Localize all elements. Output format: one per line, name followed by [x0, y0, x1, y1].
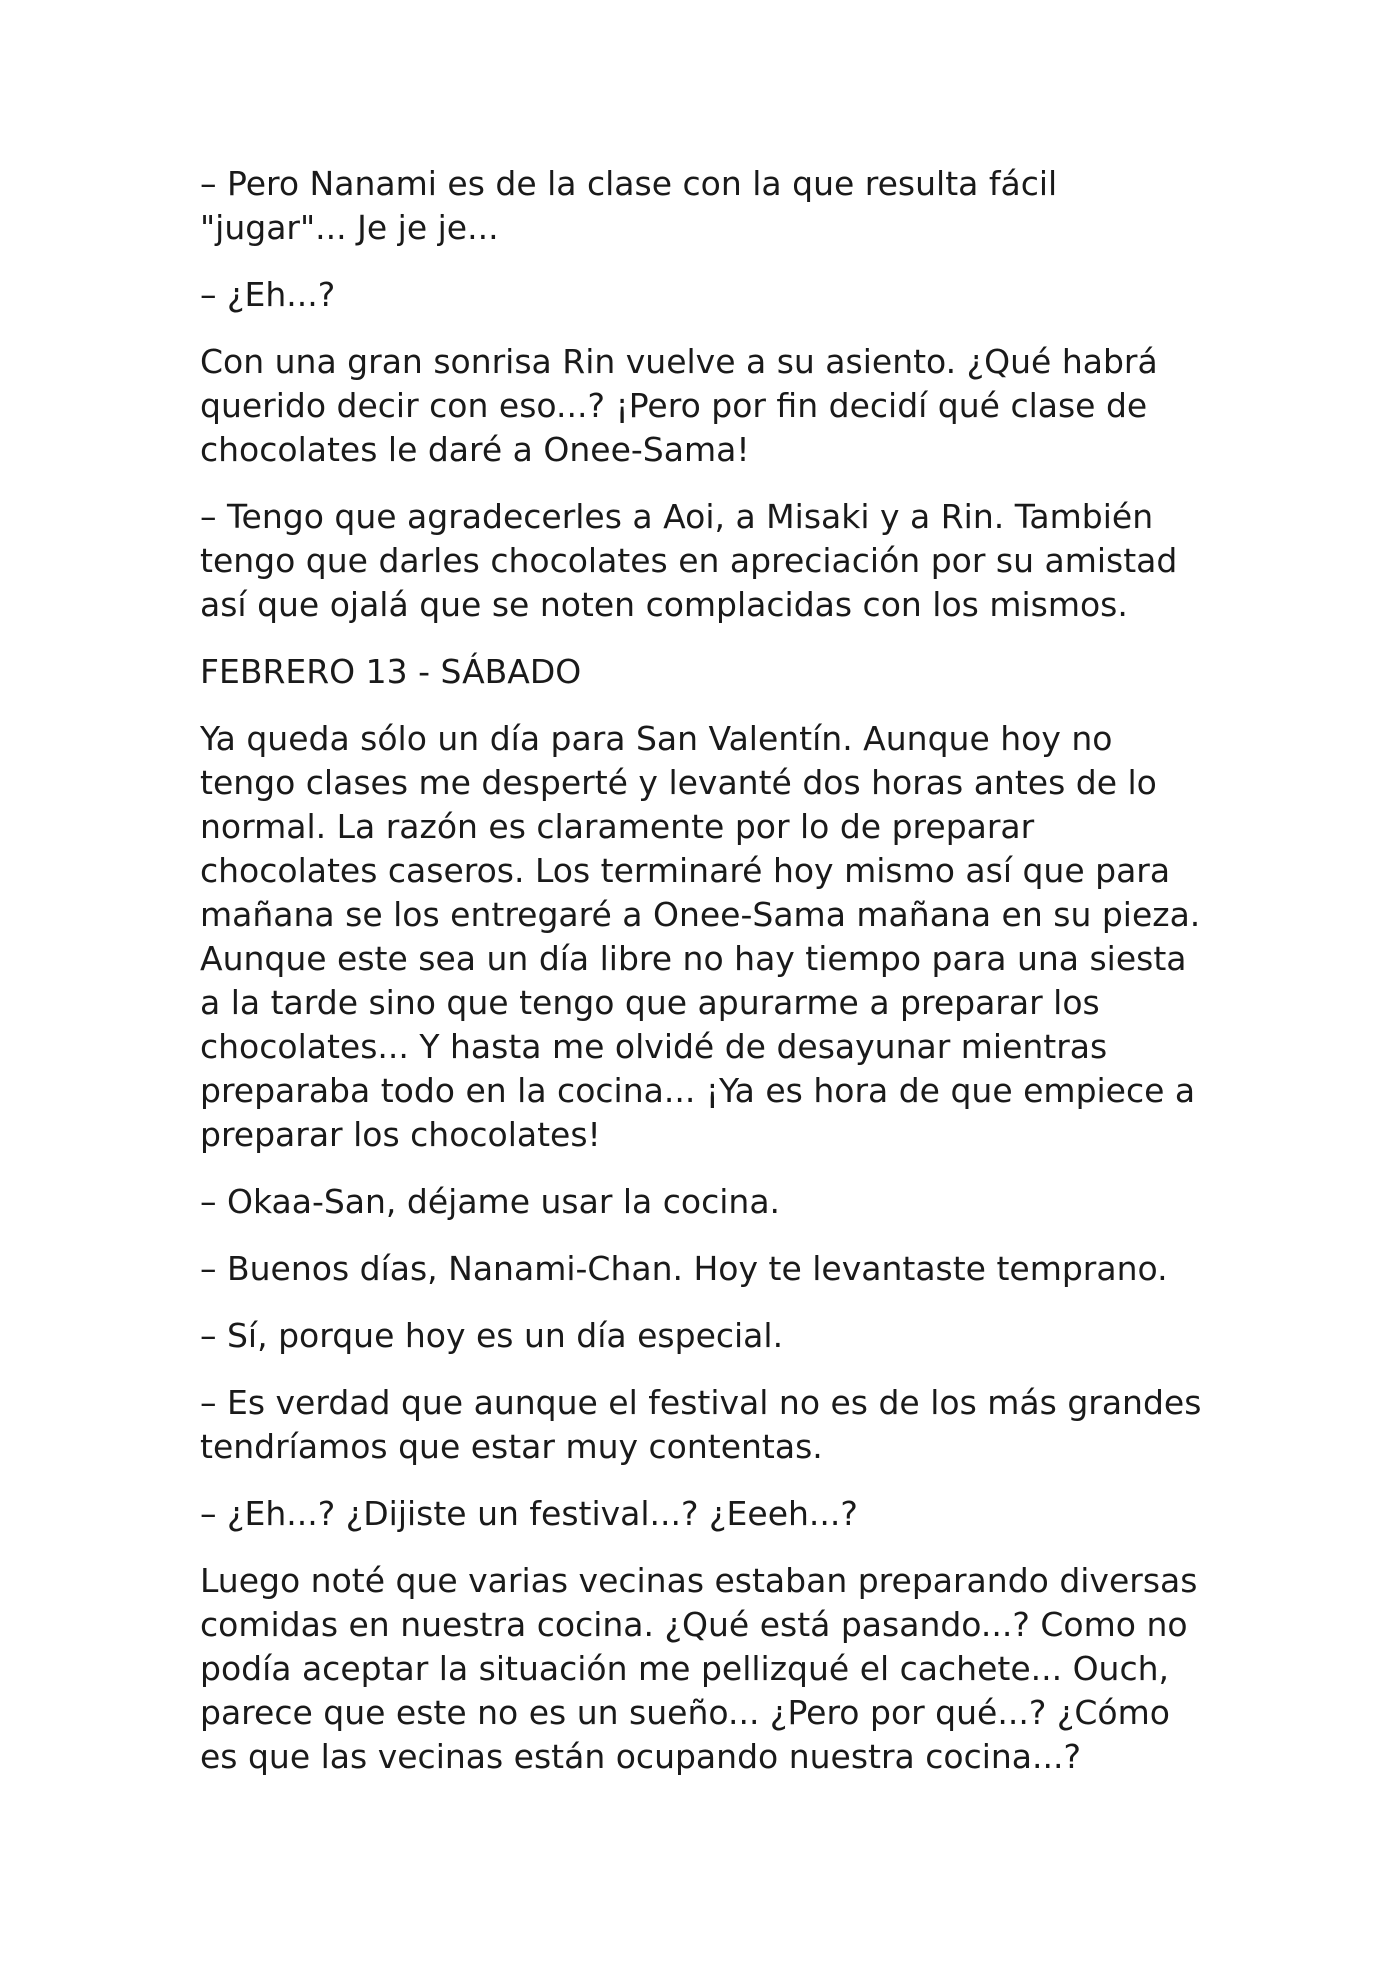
- date-heading: FEBRERO 13 - SÁBADO: [200, 652, 582, 691]
- dialogue-paragraph: – Tengo que agradecerles a Aoi, a Misaki y a Rin. También tengo que darles chocolates en apreciación por su amistad así que ojalá que se noten complacidas con los mismos.: [200, 497, 1178, 624]
- narration-paragraph: Ya queda sólo un día para San Valentín. Aunque hoy no tengo clases me desperté y levanté dos horas antes de lo normal. La razón es claramente por lo de preparar chocolates caseros. Los terminaré hoy mismo así que para mañana se los entregaré a Onee-Sama mañana en su pieza. Aunque este sea un día libre no hay tiempo para una siesta a la tarde sino que tengo que apurarme a preparar los chocolates... Y hasta me olvidé de desayunar mientras preparaba todo en la cocina... ¡Ya es hora de que empiece a preparar los chocolates!: [200, 719, 1201, 1154]
- dialogue-paragraph: – Okaa-San, déjame usar la cocina.: [200, 1182, 781, 1221]
- dialogue-paragraph: – Sí, porque hoy es un día especial.: [200, 1316, 784, 1355]
- dialogue-paragraph: – Buenos días, Nanami-Chan. Hoy te levantaste temprano.: [200, 1249, 1168, 1288]
- narration-paragraph: Con una gran sonrisa Rin vuelve a su asiento. ¿Qué habrá querido decir con eso...? ¡Pero por fin decidí qué clase de chocolates le daré a Onee-Sama!: [200, 342, 1158, 469]
- dialogue-paragraph: – ¿Eh...? ¿Dijiste un festival...? ¿Eeeh...?: [200, 1494, 858, 1533]
- dialogue-paragraph: – Pero Nanami es de la clase con la que resulta fácil "jugar"... Je je je...: [200, 164, 1058, 247]
- dialogue-paragraph: – Es verdad que aunque el festival no es de los más grandes tendríamos que estar muy contentas.: [200, 1383, 1202, 1466]
- dialogue-paragraph: – ¿Eh...?: [200, 275, 336, 314]
- document-page: [200, 162, 1230, 1802]
- narration-paragraph: Luego noté que varias vecinas estaban preparando diversas comidas en nuestra cocina. ¿Qué está pasando...? Como no podía aceptar la situación me pellizqué el cachete... Ouch, parece que este no es un sueño... ¿Pero por qué...? ¿Cómo es que las vecinas están ocupando nuestra cocina...?: [200, 1561, 1198, 1776]
